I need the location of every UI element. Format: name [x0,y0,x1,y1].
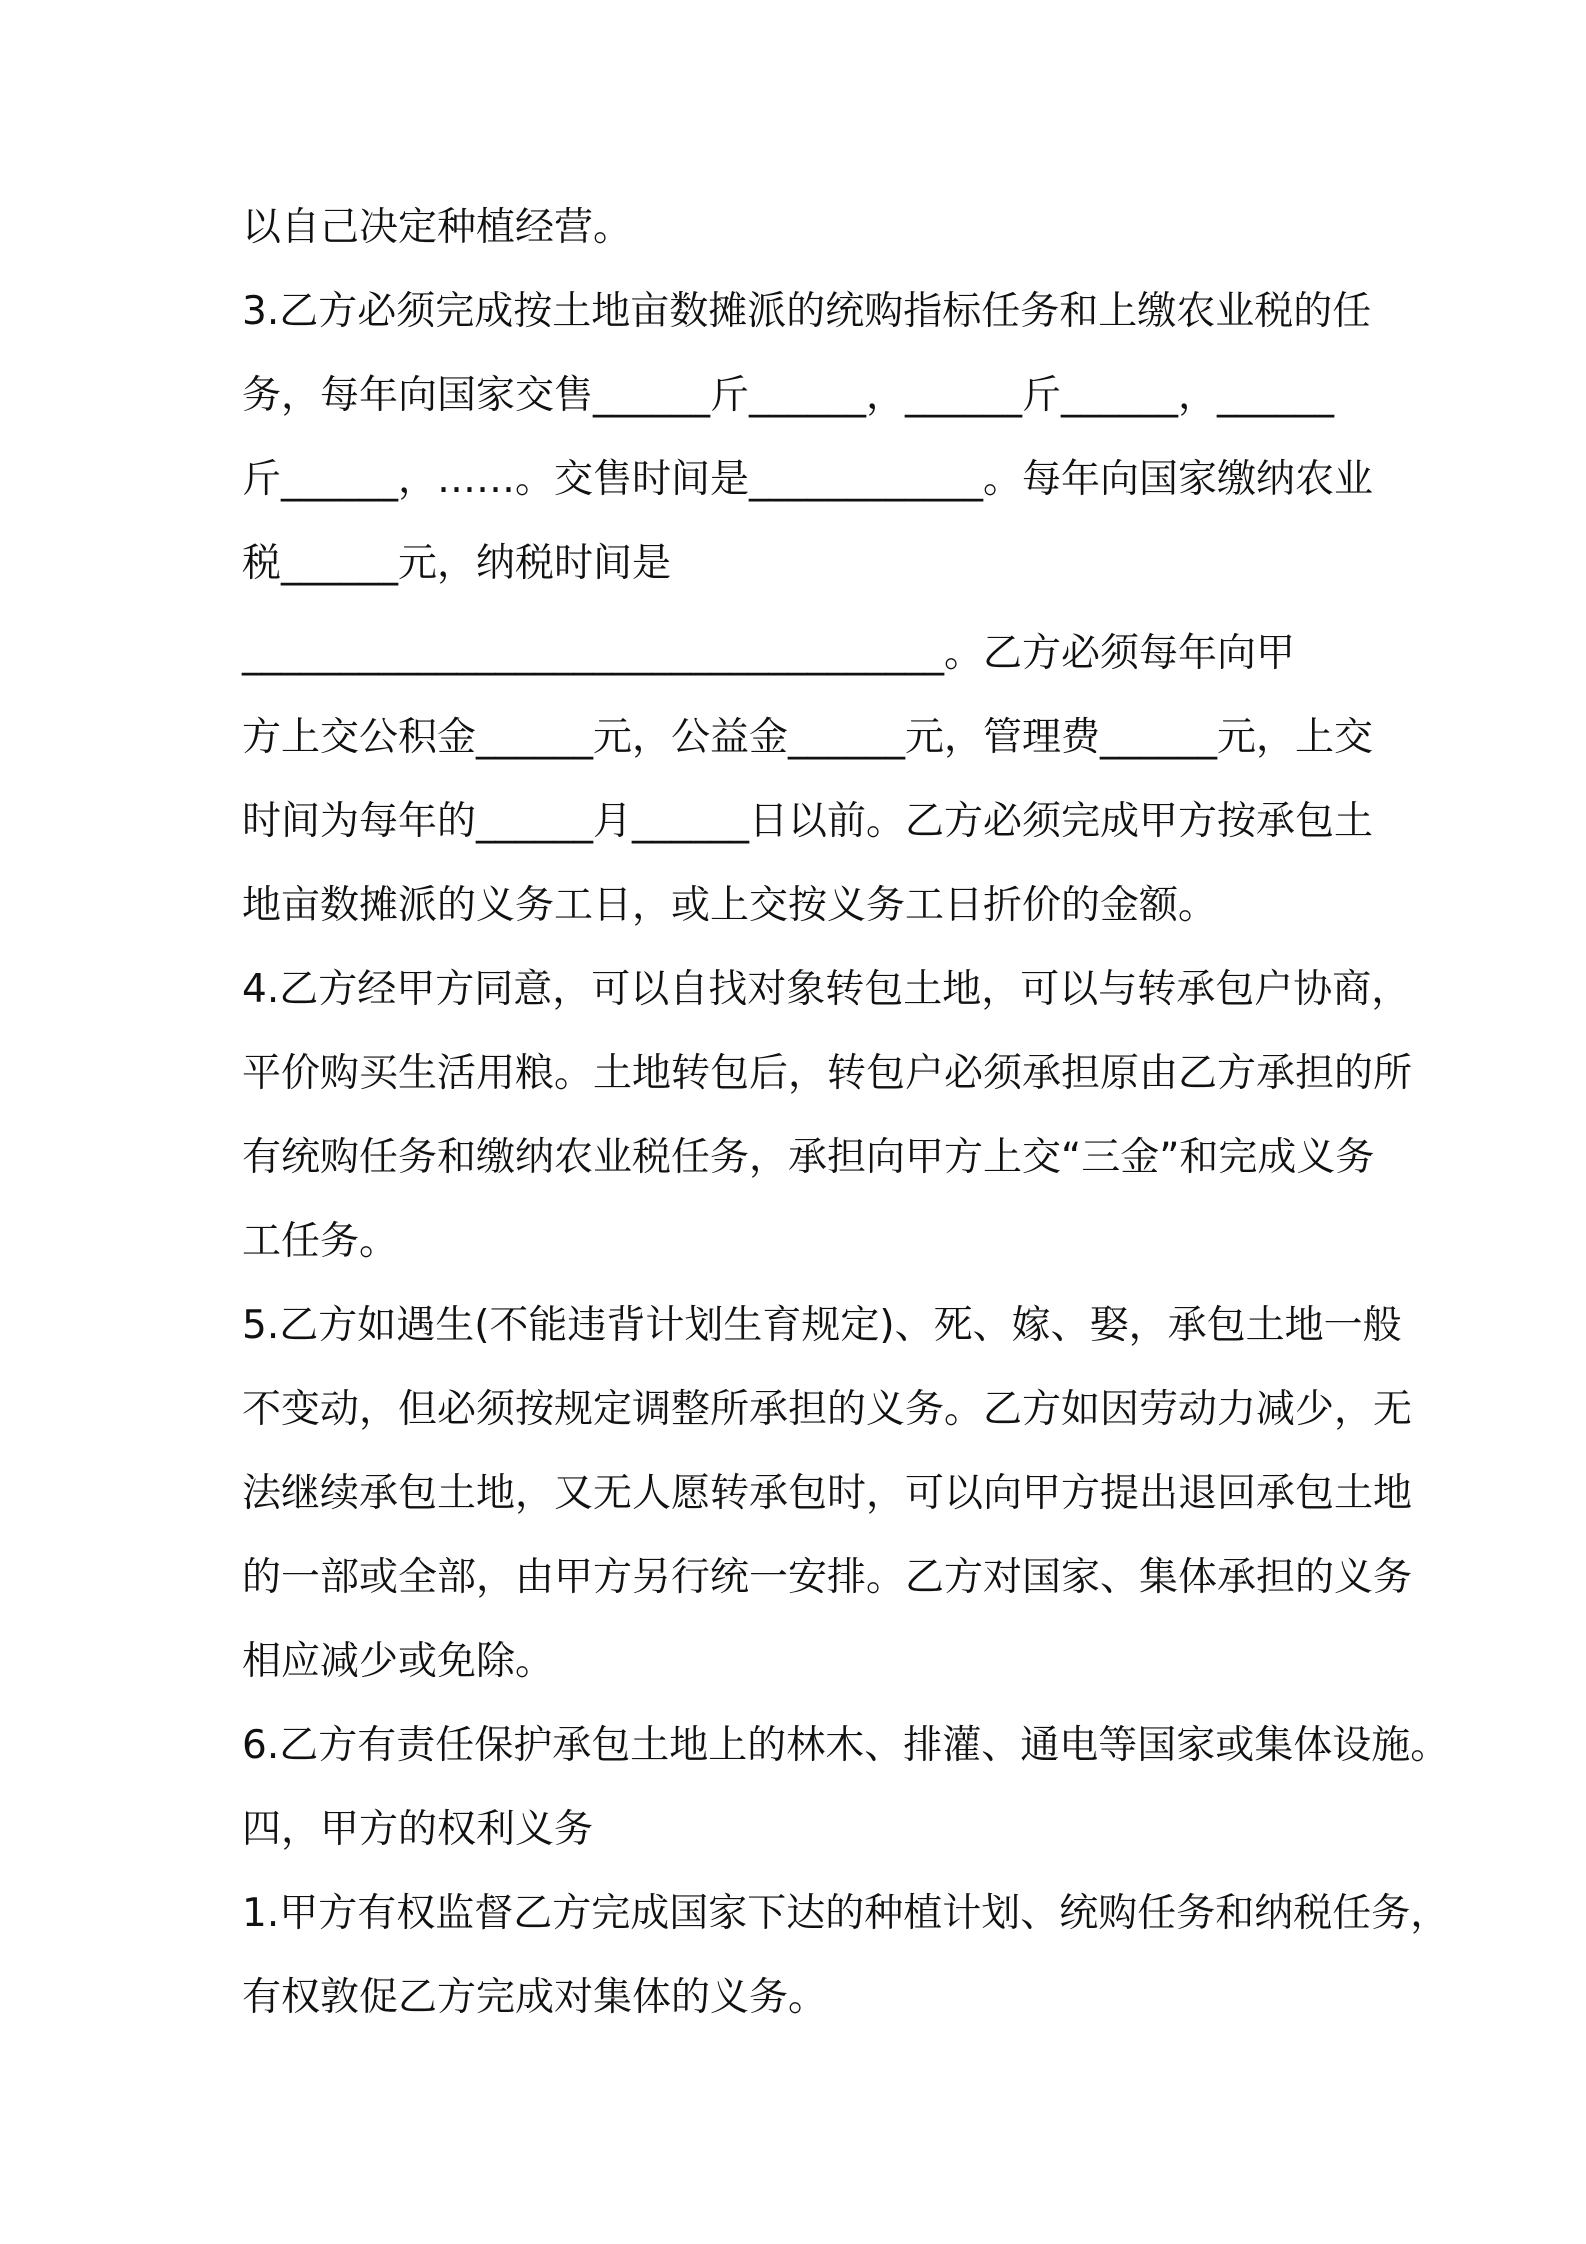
text-line: 不变动，但必须按规定调整所承担的义务。乙方如因劳动力减少，无 [242,1387,1413,1432]
text-line: 法继续承包土地，又无人愿转承包时，可以向甲方提出退回承包土地 [242,1471,1413,1516]
text-line: 务，每年向国家交售______斤______，______斤______，______ [242,373,1335,418]
text-line: 工任务。 [242,1219,399,1264]
text-line: ____________________________________。乙方必须每年向甲 [242,631,1296,676]
text-line: 时间为每年的______月______日以前。乙方必须完成甲方按承包土 [242,799,1374,844]
section-heading: 四，甲方的权利义务 [242,1807,594,1852]
text-line: 6.乙方有责任保护承包土地上的林木、排灌、通电等国家或集体设施。 [242,1723,1450,1768]
text-line: 5.乙方如遇生(不能违背计划生育规定)、死、嫁、娶，承包土地一般 [242,1303,1402,1348]
text-line: 以自己决定种植经营。 [242,205,633,250]
text-line: 方上交公积金______元，公益金______元，管理费______元，上交 [242,715,1374,760]
text-line: 3.乙方必须完成按土地亩数摊派的统购指标任务和上缴农业税的任 [242,289,1372,334]
text-line: 4.乙方经甲方同意，可以自找对象转包土地，可以与转承包户协商， [242,967,1411,1012]
text-line: 有权敦促乙方完成对集体的义务。 [242,1975,828,2020]
text-line: 税______元，纳税时间是 [242,541,672,586]
text-line: 1.甲方有权监督乙方完成国家下达的种植计划、统购任务和纳税任务， [242,1891,1450,1936]
text-line: 的一部或全部，由甲方另行统一安排。乙方对国家、集体承担的义务 [242,1555,1413,1600]
text-line: 地亩数摊派的义务工日，或上交按义务工日折价的金额。 [242,883,1218,928]
text-line: 相应减少或免除。 [242,1639,555,1684]
text-line: 平价购买生活用粮。土地转包后，转包户必须承担原由乙方承担的所 [242,1051,1413,1096]
text-line: 斤______，……。交售时间是____________。每年向国家缴纳农业 [242,457,1374,502]
text-line: 有统购任务和缴纳农业税任务，承担向甲方上交“三金”和完成义务 [242,1135,1375,1180]
